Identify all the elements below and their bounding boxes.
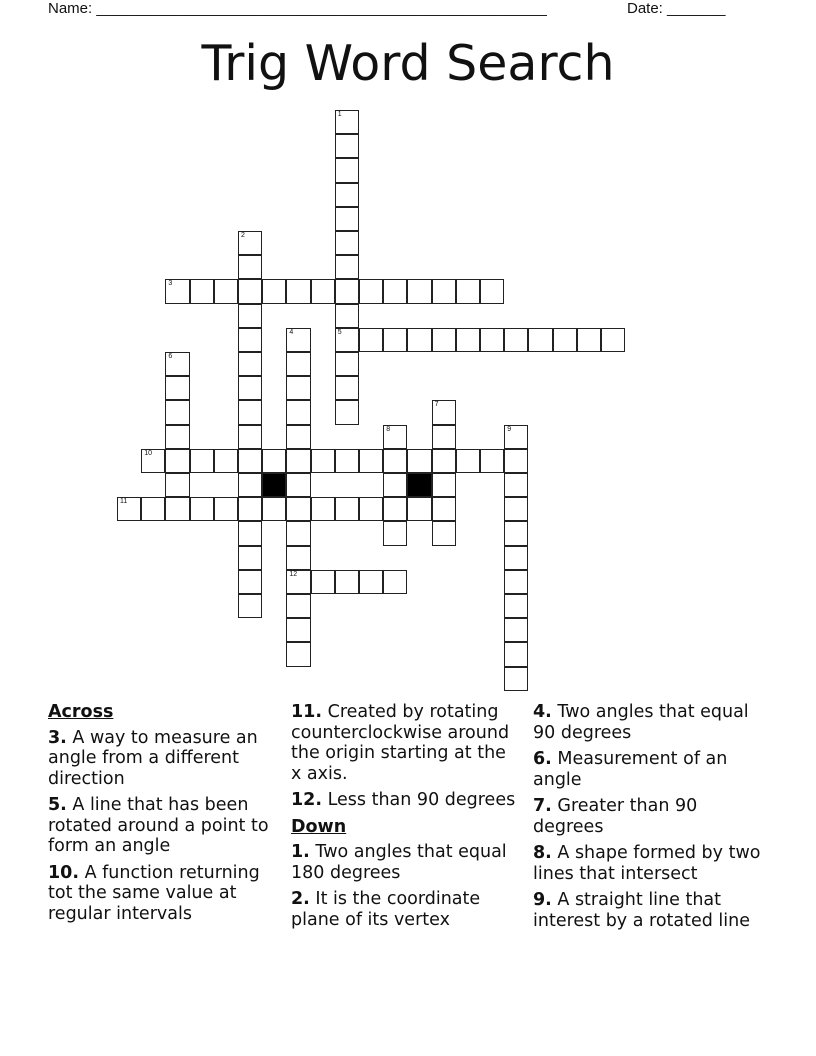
answer-cell[interactable] [335, 449, 359, 473]
clue-number: 3 [168, 280, 173, 288]
clue-down-8: 8. A shape formed by two lines that intersect [533, 843, 761, 884]
answer-cell[interactable] [359, 279, 383, 303]
clue-across-5: 5. A line that has been rotated around a point to form an angle [48, 795, 269, 856]
answer-cell[interactable] [504, 546, 528, 570]
answer-cell[interactable] [335, 183, 359, 207]
answer-cell[interactable] [238, 279, 262, 303]
answer-cell[interactable] [359, 449, 383, 473]
answer-cell[interactable] [480, 449, 504, 473]
answer-cell[interactable] [311, 449, 335, 473]
clue-number: 2 [241, 232, 245, 239]
answer-cell[interactable] [407, 449, 431, 473]
answer-cell[interactable] [286, 594, 310, 618]
answer-cell[interactable] [238, 255, 262, 279]
answer-cell[interactable] [262, 279, 286, 303]
answer-cell[interactable] [601, 328, 625, 352]
answer-cell[interactable] [238, 352, 262, 376]
answer-cell[interactable] [456, 279, 480, 303]
answer-cell[interactable] [286, 642, 310, 666]
answer-cell[interactable] [359, 570, 383, 594]
answer-cell[interactable] [504, 594, 528, 618]
answer-cell[interactable] [480, 279, 504, 303]
clue-number: 7 [434, 401, 439, 409]
clue-number: 11 [120, 498, 128, 506]
clue-number: 9 [507, 425, 512, 433]
answer-cell[interactable] [335, 110, 359, 134]
black-square [407, 473, 431, 497]
clue-down-7: 7. Greater than 90 degrees [533, 796, 698, 837]
answer-cell[interactable] [165, 376, 189, 400]
answer-cell[interactable] [335, 352, 359, 376]
answer-cell[interactable] [238, 497, 262, 521]
answer-cell[interactable] [190, 497, 214, 521]
clue-across-11: 11. Created by rotating counterclockwise around the origin starting at the x axis. [291, 702, 510, 784]
answer-cell[interactable] [311, 279, 335, 303]
answer-cell[interactable] [504, 618, 528, 642]
answer-cell[interactable] [214, 449, 238, 473]
answer-cell[interactable] [504, 473, 528, 497]
answer-cell[interactable] [335, 279, 359, 303]
answer-cell[interactable] [286, 497, 310, 521]
clue-across-10: 10. A function returning tot the same value at regular intervals [48, 862, 260, 924]
answer-cell[interactable] [553, 328, 577, 352]
answer-cell[interactable] [286, 546, 310, 570]
answer-cell[interactable] [383, 570, 407, 594]
answer-cell[interactable] [190, 449, 214, 473]
answer-cell[interactable] [262, 497, 286, 521]
answer-cell[interactable] [504, 642, 528, 666]
answer-cell[interactable] [238, 400, 262, 424]
clue-number: 5 [337, 328, 342, 336]
answer-cell[interactable] [359, 328, 383, 352]
answer-cell[interactable] [432, 279, 456, 303]
clue-number: 4 [289, 328, 294, 336]
answer-cell[interactable] [165, 352, 189, 376]
answer-cell[interactable] [165, 400, 189, 424]
answer-cell[interactable] [165, 425, 189, 449]
answer-cell[interactable] [238, 328, 262, 352]
answer-cell[interactable] [286, 618, 310, 642]
answer-cell[interactable] [335, 400, 359, 424]
answer-cell[interactable] [214, 497, 238, 521]
answer-cell[interactable] [432, 497, 456, 521]
answer-cell[interactable] [335, 376, 359, 400]
answer-cell[interactable] [432, 425, 456, 449]
black-square [262, 473, 286, 497]
answer-cell[interactable] [165, 497, 189, 521]
answer-cell[interactable] [286, 425, 310, 449]
answer-cell[interactable] [504, 449, 528, 473]
clue-down-4: 4. Two angles that equal 90 degrees [533, 702, 749, 743]
answer-cell[interactable] [286, 376, 310, 400]
answer-cell[interactable] [335, 304, 359, 328]
answer-cell[interactable] [238, 231, 262, 255]
clue-number: 1 [337, 111, 342, 118]
answer-cell[interactable] [335, 255, 359, 279]
answer-cell[interactable] [432, 521, 456, 545]
answer-cell[interactable] [286, 400, 310, 424]
date-field-label: Date: _______ [627, 0, 726, 17]
clue-down-9: 9. A straight line that interest by a rotated line [533, 890, 750, 931]
clue-across-3: 3. A way to measure an angle from a different direction [48, 727, 258, 789]
answer-cell[interactable] [238, 521, 262, 545]
answer-cell[interactable] [432, 473, 456, 497]
answer-cell[interactable] [286, 521, 310, 545]
answer-cell[interactable] [432, 449, 456, 473]
answer-cell[interactable] [407, 497, 431, 521]
answer-cell[interactable] [335, 497, 359, 521]
answer-cell[interactable] [286, 279, 310, 303]
clue-column-3 [533, 702, 761, 937]
answer-cell[interactable] [165, 279, 189, 303]
answer-cell[interactable] [383, 328, 407, 352]
answer-cell[interactable] [165, 473, 189, 497]
answer-cell[interactable] [238, 473, 262, 497]
answer-cell[interactable] [504, 497, 528, 521]
clue-number: 6 [168, 353, 173, 360]
answer-cell[interactable] [383, 449, 407, 473]
answer-cell[interactable] [311, 570, 335, 594]
answer-cell[interactable] [238, 304, 262, 328]
across-heading: Across [48, 702, 114, 722]
answer-cell[interactable] [286, 473, 310, 497]
answer-cell[interactable] [238, 594, 262, 618]
answer-cell[interactable] [383, 425, 407, 449]
answer-cell[interactable] [383, 497, 407, 521]
answer-cell[interactable] [238, 570, 262, 594]
answer-cell[interactable] [286, 328, 310, 352]
answer-cell[interactable] [359, 497, 383, 521]
answer-cell[interactable] [238, 449, 262, 473]
answer-cell[interactable] [383, 521, 407, 545]
answer-cell[interactable] [383, 279, 407, 303]
answer-cell[interactable] [432, 400, 456, 424]
answer-cell[interactable] [335, 158, 359, 182]
answer-cell[interactable] [238, 425, 262, 449]
clue-down-2: 2. It is the coordinate plane of its vertex [291, 889, 481, 930]
answer-cell[interactable] [286, 352, 310, 376]
answer-cell[interactable] [190, 279, 214, 303]
answer-cell[interactable] [528, 328, 552, 352]
clue-number: 10 [144, 449, 152, 457]
clue-column-1 [48, 702, 276, 930]
clue-down-6: 6. Measurement of an angle [533, 749, 728, 790]
clue-across-12: 12. Less than 90 degrees [291, 790, 516, 810]
answer-cell[interactable] [311, 497, 335, 521]
answer-cell[interactable] [480, 328, 504, 352]
answer-cell[interactable] [504, 521, 528, 545]
answer-cell[interactable] [286, 570, 310, 594]
page-title: Trig Word Search [201, 35, 615, 92]
down-heading: Down [291, 816, 347, 837]
answer-cell[interactable] [504, 570, 528, 594]
clue-column-2 [291, 702, 519, 936]
answer-cell[interactable] [141, 497, 165, 521]
answer-cell[interactable] [407, 328, 431, 352]
answer-cell[interactable] [456, 328, 480, 352]
clue-number: 8 [386, 425, 391, 433]
clue-down-1: 1. Two angles that equal 180 degrees [291, 842, 507, 883]
answer-cell[interactable] [238, 376, 262, 400]
answer-cell[interactable] [577, 328, 601, 352]
answer-cell[interactable] [117, 497, 141, 521]
answer-cell[interactable] [238, 546, 262, 570]
answer-cell[interactable] [504, 425, 528, 449]
answer-cell[interactable] [335, 231, 359, 255]
answer-cell[interactable] [141, 449, 165, 473]
answer-cell[interactable] [214, 279, 238, 303]
answer-cell[interactable] [335, 134, 359, 158]
answer-cell[interactable] [456, 449, 480, 473]
answer-cell[interactable] [383, 473, 407, 497]
clue-number: 12 [289, 570, 298, 578]
name-field-label: Name: ______________________________________________________ [48, 0, 547, 17]
answer-cell[interactable] [407, 279, 431, 303]
answer-cell[interactable] [165, 449, 189, 473]
answer-cell[interactable] [335, 570, 359, 594]
answer-cell[interactable] [262, 449, 286, 473]
answer-cell[interactable] [504, 667, 528, 691]
answer-cell[interactable] [504, 328, 528, 352]
answer-cell[interactable] [432, 328, 456, 352]
answer-cell[interactable] [286, 449, 310, 473]
answer-cell[interactable] [335, 328, 359, 352]
answer-cell[interactable] [335, 207, 359, 231]
